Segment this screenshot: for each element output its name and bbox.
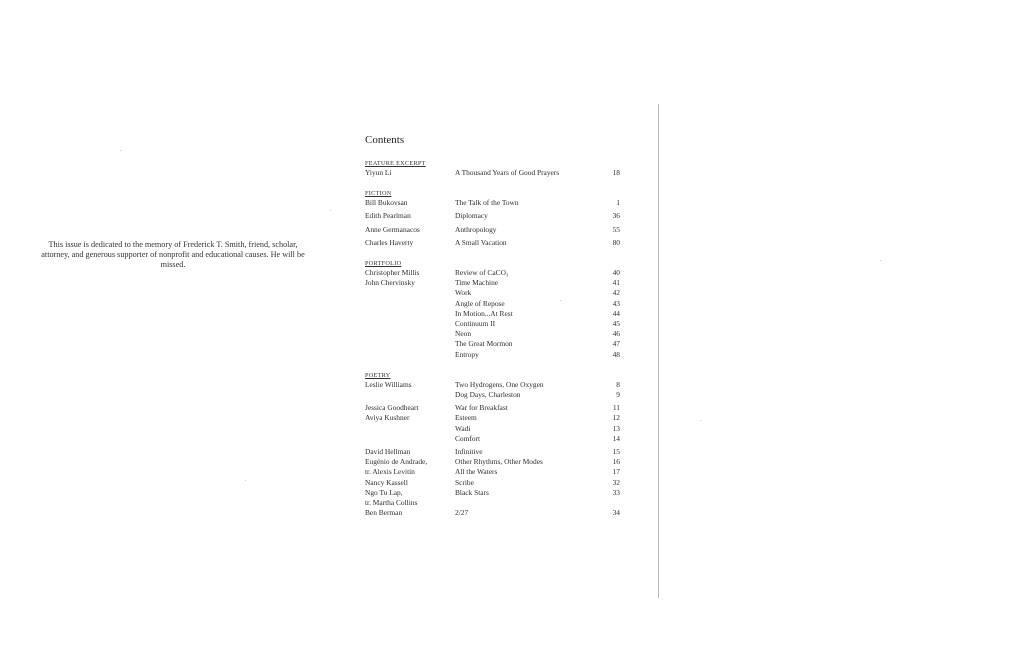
entry-title: The Talk of the Town — [455, 198, 519, 208]
entry-page: 33 — [612, 487, 620, 497]
entry-author — [365, 309, 455, 319]
entry-page: 11 — [612, 403, 620, 413]
entry-title: A Small Vacation — [455, 237, 507, 247]
contents-section — [365, 371, 620, 519]
entry-page: 12 — [612, 413, 620, 423]
entry-author: Yiyun Li — [365, 168, 392, 177]
entry-author: Edith Pearlman — [365, 211, 411, 221]
contents-entry — [365, 238, 620, 248]
entry-title: 2/27 — [455, 508, 469, 518]
contents-entry — [365, 350, 620, 360]
scan-speck — [560, 300, 561, 301]
entry-author: tr. Martha Collins — [365, 498, 418, 508]
table-of-contents — [365, 134, 620, 529]
entry-title: All the Waters — [455, 467, 498, 477]
entry-title: Angle of Repose — [455, 298, 505, 308]
entry-author — [365, 288, 455, 298]
entry-author — [365, 424, 455, 434]
entry-page: 18 — [612, 168, 620, 177]
contents-sections — [365, 159, 620, 518]
entry-title: Black Stars — [455, 487, 489, 497]
entry-title: Comfort — [455, 433, 481, 443]
entry-page: 17 — [612, 467, 620, 477]
contents-entry — [365, 288, 620, 298]
scan-speck — [880, 260, 881, 261]
page-fold-line — [658, 104, 659, 598]
scan-speck — [245, 480, 246, 481]
entry-title: The Great Mormon — [455, 339, 513, 349]
entry-title: Diplomacy — [455, 211, 488, 221]
contents-entry — [365, 413, 620, 423]
entry-author: Jessica Goodheart — [365, 403, 419, 413]
entry-title: Scribe — [455, 477, 474, 487]
entry-author — [365, 329, 455, 339]
entry-title: Infinitive — [455, 447, 483, 457]
entry-author: Leslie Williams — [365, 379, 412, 389]
contents-section — [365, 259, 620, 360]
section-title: FICTION — [365, 190, 392, 198]
entry-title: Dog Days, Charleston — [455, 390, 521, 400]
contents-entry — [365, 457, 620, 467]
entry-author: Bill Bukovsan — [365, 198, 408, 208]
entry-title: Esteem — [455, 413, 477, 423]
section-title: FEATURE EXCERPT — [365, 160, 426, 167]
contents-entry — [365, 478, 620, 488]
entry-title: Work — [455, 288, 472, 298]
entry-page: 15 — [612, 447, 620, 457]
entry-title: Continuum II — [455, 319, 496, 329]
entry-page: 44 — [612, 308, 620, 318]
entry-author: Eugénio de Andrade, — [365, 457, 428, 467]
contents-entry — [365, 211, 620, 221]
entry-author: Nancy Kassell — [365, 477, 408, 487]
entry-page: 13 — [612, 423, 620, 433]
contents-entry — [365, 299, 620, 309]
entry-page: 41 — [612, 278, 620, 288]
entry-author — [365, 350, 455, 360]
entry-author — [365, 434, 455, 444]
section-title: PORTFOLIO — [365, 260, 402, 268]
contents-entry — [365, 403, 620, 413]
entry-title: Two Hydrogens, One Oxygen — [455, 379, 544, 389]
entry-page: 48 — [612, 349, 620, 359]
entry-page: 80 — [612, 237, 620, 247]
contents-entry — [365, 329, 620, 339]
entry-title: A Thousand Years of Good Prayers — [455, 168, 560, 177]
contents-entry — [365, 390, 620, 400]
entry-author — [365, 339, 455, 349]
entry-author: John Chervinsky — [365, 278, 415, 288]
scan-speck — [120, 150, 121, 151]
entry-author: Christopher Millis — [365, 268, 420, 278]
contents-entry — [365, 488, 620, 498]
entry-title: In Motion...At Rest — [455, 308, 513, 318]
entry-author — [365, 299, 455, 309]
entry-page: 16 — [612, 457, 620, 467]
entry-author: Charles Haverty — [365, 237, 414, 247]
entry-author: tr. Alexis Levitin — [365, 467, 415, 477]
contents-entry — [365, 168, 620, 178]
entry-page: 46 — [612, 329, 620, 339]
contents-entry — [365, 339, 620, 349]
contents-entry — [365, 225, 620, 235]
entry-title: Time Machine — [455, 278, 499, 288]
entry-page: 14 — [612, 433, 620, 443]
entry-author: Ngo Tu Lap, — [365, 487, 403, 497]
entry-page: 43 — [612, 298, 620, 308]
section-title: POETRY — [365, 371, 391, 379]
contents-entry — [365, 198, 620, 208]
entry-title: Other Rhythms, Other Modes — [455, 457, 543, 467]
contents-entry — [365, 498, 620, 508]
entry-page: 40 — [612, 268, 620, 278]
contents-section — [365, 189, 620, 248]
contents-entry — [365, 467, 620, 477]
entry-page — [605, 498, 620, 508]
contents-entry — [365, 319, 620, 329]
scan-speck — [330, 210, 331, 211]
contents-entry — [365, 424, 620, 434]
entry-author: David Hellman — [365, 447, 411, 457]
entry-page: 32 — [612, 477, 620, 487]
entry-title — [455, 498, 605, 508]
entry-title: Wadi — [455, 423, 471, 433]
entry-title: Review of CaCO₃ — [455, 268, 509, 278]
entry-title: Entropy — [455, 349, 479, 359]
contents-heading: Contents — [365, 134, 405, 146]
entry-title: Anthropology — [455, 224, 497, 234]
entry-page: 9 — [616, 390, 620, 400]
contents-entry — [365, 278, 620, 288]
entry-author: Ben Berman — [365, 508, 403, 518]
contents-entry — [365, 508, 620, 518]
contents-section — [365, 159, 620, 178]
entry-page: 55 — [612, 224, 620, 234]
contents-entry — [365, 309, 620, 319]
entry-page: 34 — [612, 508, 620, 518]
contents-entry — [365, 380, 620, 390]
entry-page: 1 — [616, 198, 620, 208]
entry-page: 8 — [616, 379, 620, 389]
entry-page: 45 — [612, 319, 620, 329]
dedication-text: This issue is dedicated to the memory of Frederick T. Smith, friend, scholar, attorney, and generous supporter of nonprofit and educational causes. He will be missed. — [41, 240, 305, 269]
entry-author: Aviya Kushner — [365, 413, 410, 423]
entry-page: 47 — [612, 339, 620, 349]
entry-page: 36 — [612, 211, 620, 221]
entry-title: Neon — [455, 329, 472, 339]
entry-author: Anne Germanacos — [365, 224, 420, 234]
entry-title: War for Breakfast — [455, 403, 508, 413]
entry-page: 42 — [612, 288, 620, 298]
contents-entry — [365, 268, 620, 278]
contents-entry — [365, 447, 620, 457]
entry-author — [365, 390, 455, 400]
contents-entry — [365, 434, 620, 444]
scan-speck — [700, 420, 701, 421]
entry-author — [365, 319, 455, 329]
